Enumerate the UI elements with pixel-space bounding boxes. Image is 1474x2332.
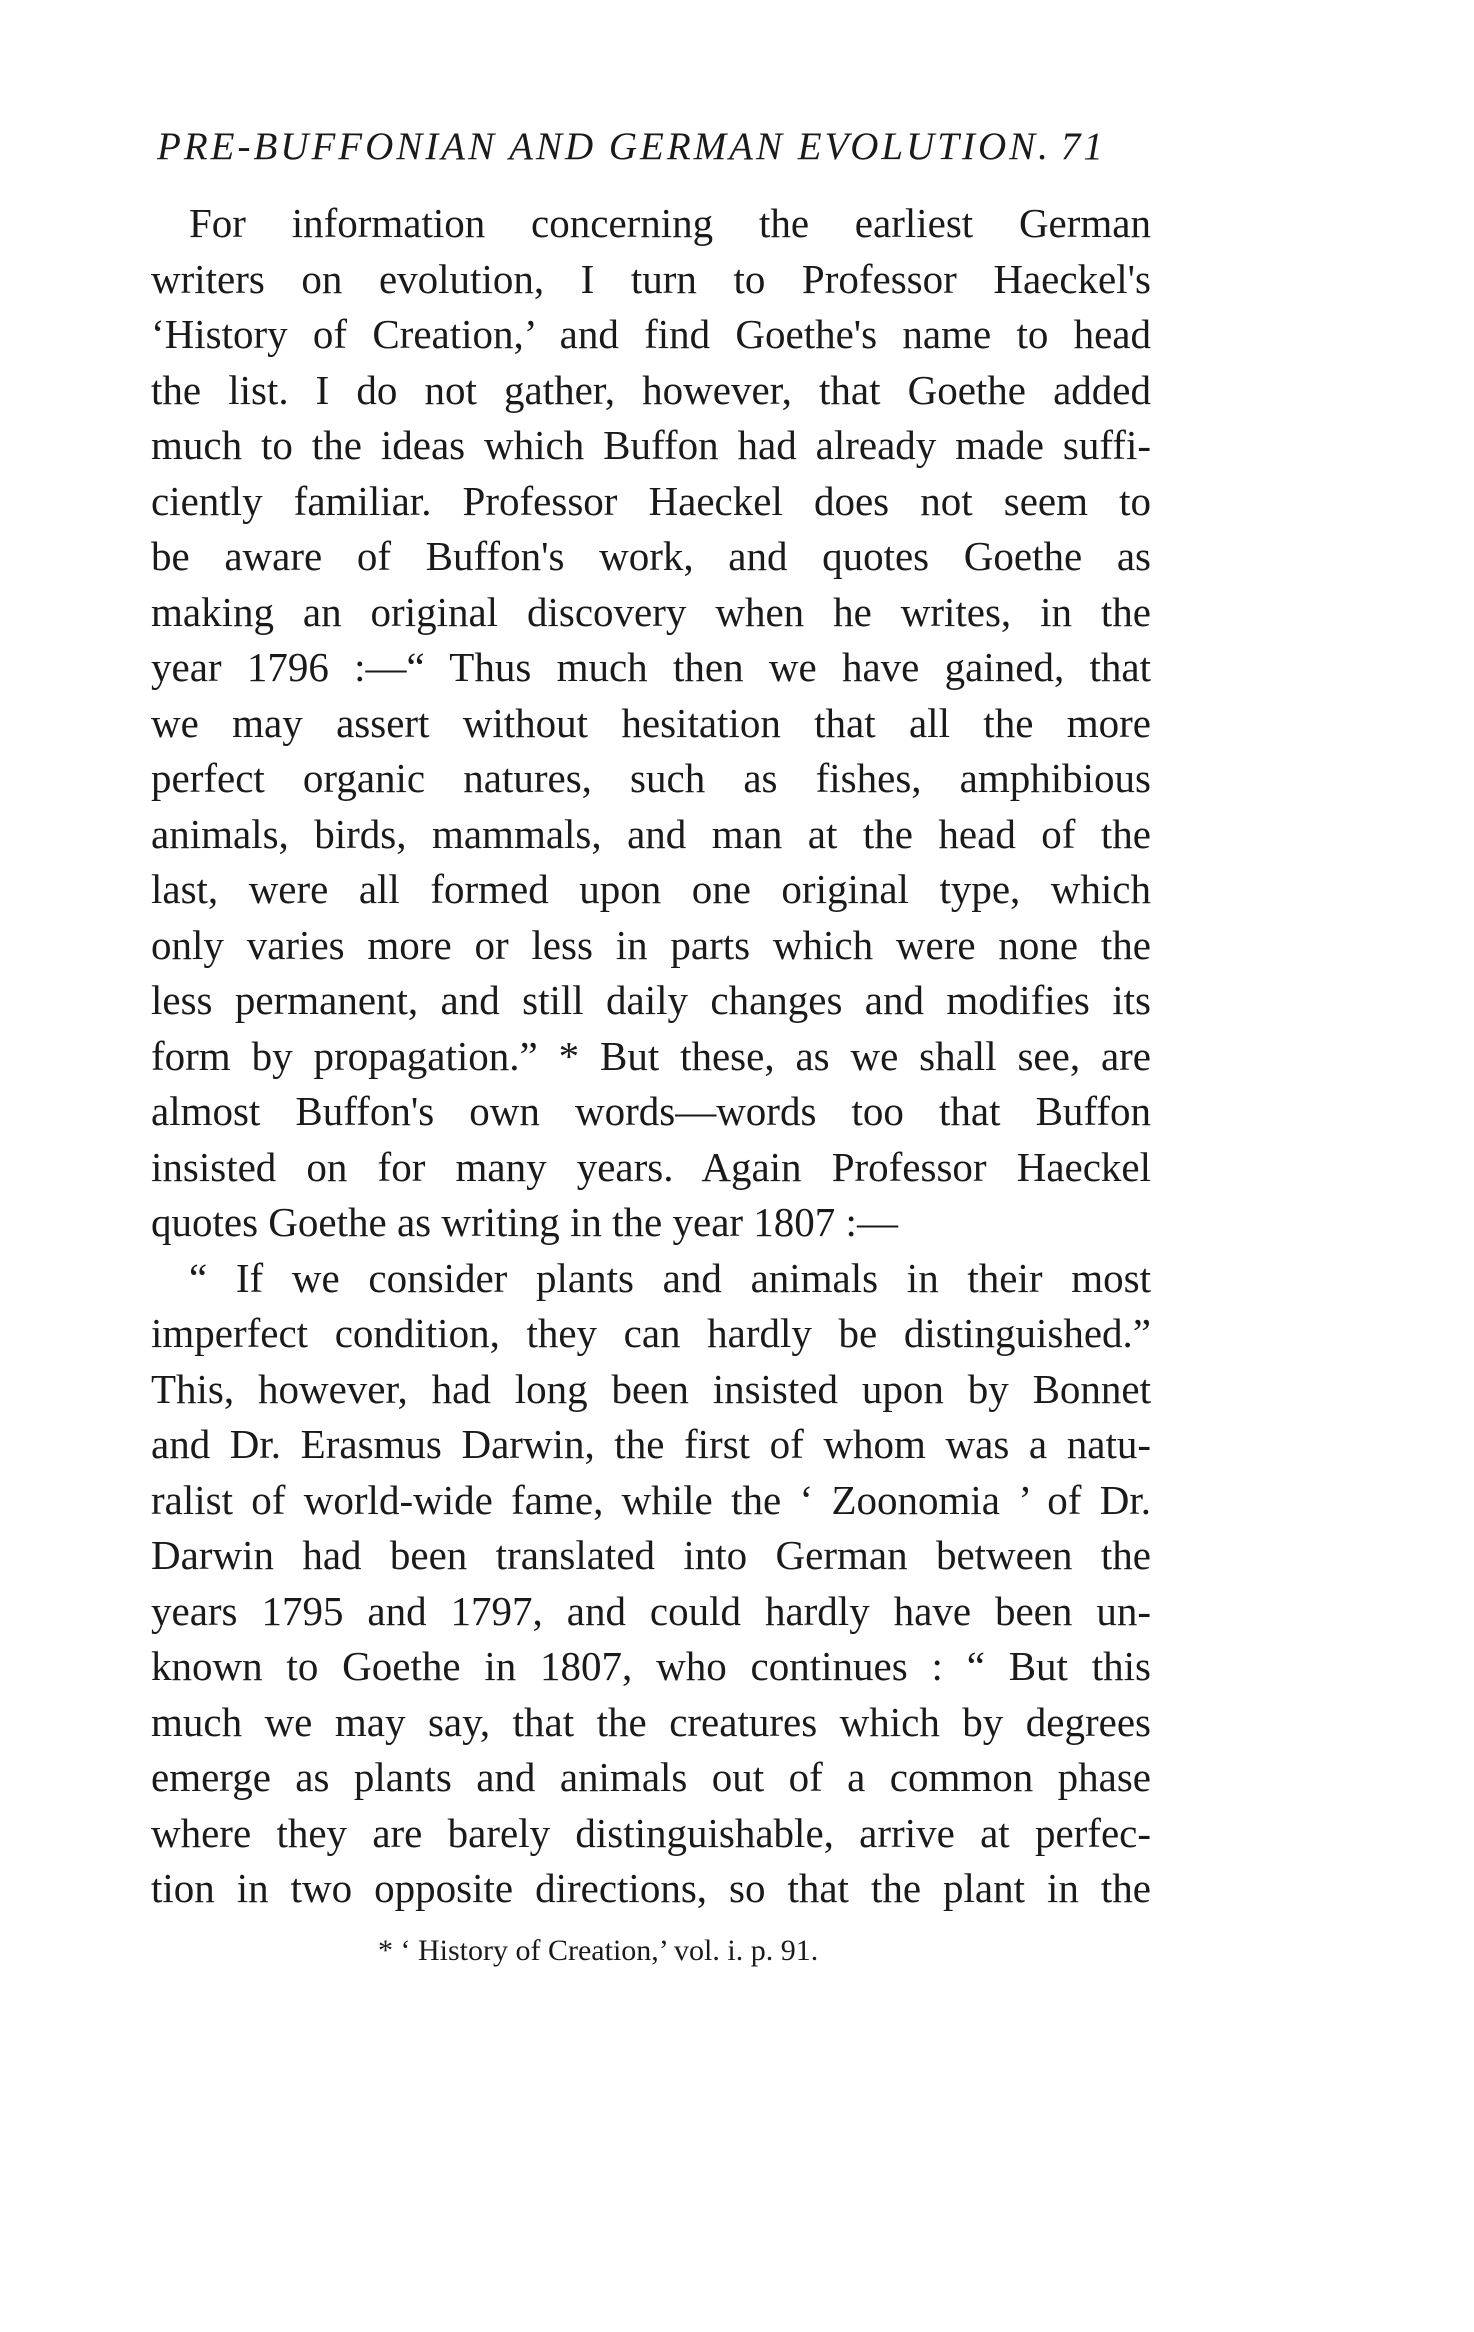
text-line: making an original discovery when he writes, in the [151,588,1151,635]
text-line: emerge as plants and animals out of a common phase [151,1754,1151,1800]
text-line: ‘History of Creation,’ and find Goethe's name to head [151,311,1151,357]
text-line: For information concerning the earliest German [189,200,1151,246]
text-line: form by propagation.” * But these, as we shall see, are [151,1032,1151,1079]
text-line: animals, birds, mammals, and man at the head of the [151,810,1151,857]
text-line: quotes Goethe as writing in the year 1807 :— [151,1199,898,1245]
book-page [151,118,1151,1971]
paragraph [151,196,1151,1251]
footnote: * ‘ History of Creation,’ vol. i. p. 91. [378,1933,819,1967]
text-line: and Dr. Erasmus Darwin, the first of whom was a natu- [151,1421,1151,1467]
text-line: years 1795 and 1797, and could hardly have been un- [151,1587,1151,1634]
text-line: much to the ideas which Buffon had already made suffi- [151,422,1151,468]
paragraph [151,1251,1151,1917]
text-line: ralist of world-wide fame, while the ‘ Zoonomia ’ of Dr. [151,1476,1151,1523]
text-line: Darwin had been translated into German between the [151,1532,1151,1578]
text-line: ciently familiar. Professor Haeckel does not seem to [151,477,1151,524]
text-line: be aware of Buffon's work, and quotes Goethe as [151,533,1151,579]
text-line: almost Buffon's own words—words too that Buffon [151,1088,1151,1134]
running-title: PRE-BUFFONIAN AND GERMAN EVOLUTION. [157,125,1051,168]
text-line: known to Goethe in 1807, who continues : “ But this [151,1643,1151,1689]
text-line: year 1796 :—“ Thus much then we have gained, that [151,644,1151,690]
text-line: much we may say, that the creatures which by degrees [151,1698,1151,1745]
running-head [157,118,1151,176]
text-line: only varies more or less in parts which were none the [151,921,1151,968]
page-number: 71 [1060,125,1106,168]
text-line: less permanent, and still daily changes and modifies its [151,977,1151,1023]
text-line: “ If we consider plants and animals in their most [189,1254,1151,1301]
text-line: This, however, had long been insisted upon by Bonnet [151,1365,1151,1412]
text-line: where they are barely distinguishable, arrive at perfec- [151,1809,1151,1856]
body-text [151,196,1151,1917]
text-line: last, were all formed upon one original type, which [151,866,1151,912]
text-line: we may assert without hesitation that all the more [151,699,1151,746]
text-line: writers on evolution, I turn to Professor Haeckel's [151,255,1151,302]
text-line: insisted on for many years. Again Professor Haeckel [151,1143,1151,1190]
text-line: perfect organic natures, such as fishes, amphibious [151,755,1151,801]
text-line: the list. I do not gather, however, that Goethe added [151,366,1151,413]
text-line: tion in two opposite directions, so that the plant in the [151,1865,1151,1911]
text-line: imperfect condition, they can hardly be distinguished.” [151,1310,1151,1356]
